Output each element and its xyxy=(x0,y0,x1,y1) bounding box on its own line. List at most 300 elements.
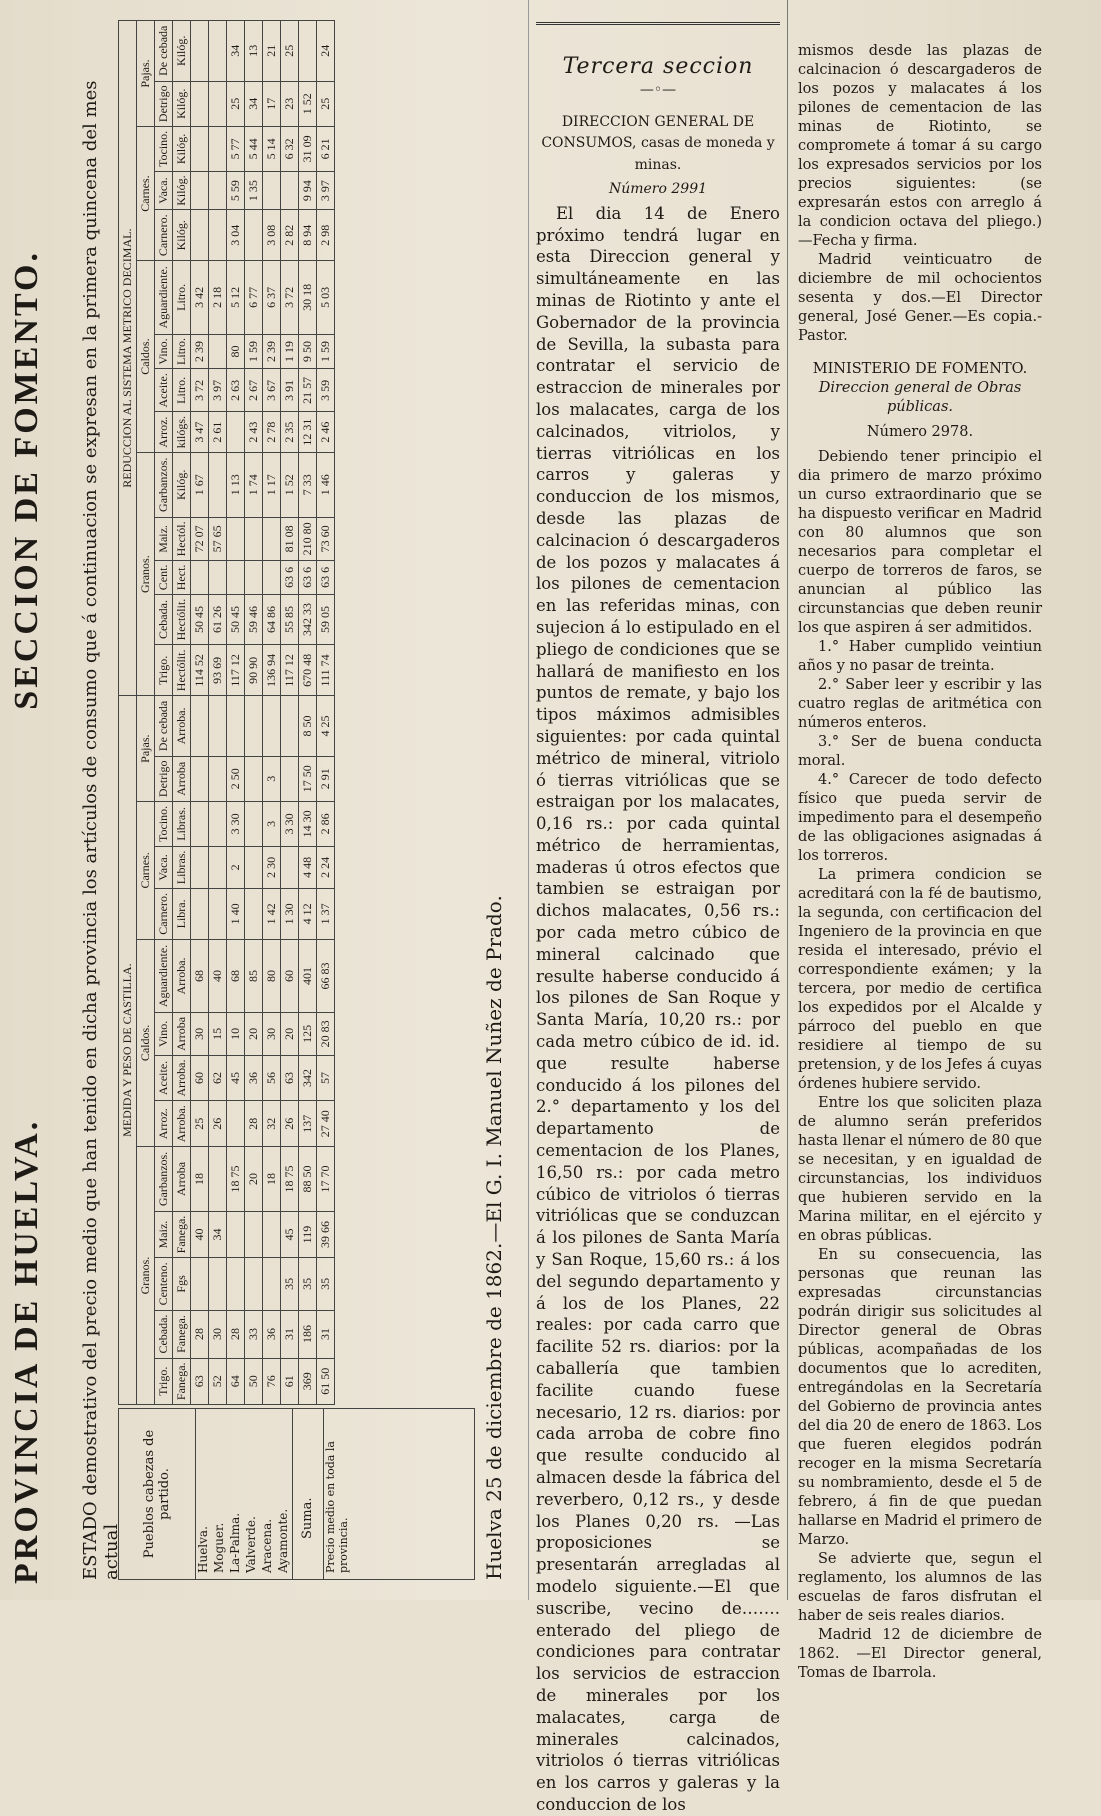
condition-2: 2.° Saber leer y escribir y las cuatro reglas de aritmética con números enteros. xyxy=(798,677,1042,731)
cell: 26 xyxy=(281,1101,299,1147)
cell: 80 xyxy=(263,939,281,1012)
cell: 85 xyxy=(245,939,263,1012)
cell-dec xyxy=(227,412,245,453)
cell: 14 30 xyxy=(299,801,317,846)
col-unit-dec: kilógs. xyxy=(173,412,191,453)
cell: 18 xyxy=(263,1147,281,1212)
cell-dec: 31 09 xyxy=(299,126,317,171)
cell: 31 xyxy=(281,1310,299,1358)
cell: 15 xyxy=(209,1013,227,1055)
condition-4: 4.° Carecer de todo defecto físico que pueda servir de impedimento para el desempeño de las obligaciones asignadas á los torreros. xyxy=(798,772,1042,864)
cell: 63 xyxy=(281,1055,299,1101)
cell: 1 37 xyxy=(317,888,335,939)
cell-dec xyxy=(209,81,227,126)
col-name-dec: Maiz. xyxy=(155,517,173,561)
cell: 4 48 xyxy=(299,846,317,888)
cell-dec: 61 26 xyxy=(209,594,227,645)
cell: 2 24 xyxy=(317,846,335,888)
table-row xyxy=(191,21,209,1405)
section-title: Tercera seccion xyxy=(562,54,754,79)
suma-row xyxy=(299,21,317,1405)
cell: 57 xyxy=(317,1055,335,1101)
cell-dec: 6 37 xyxy=(263,261,281,334)
col-name-dec: Cent. xyxy=(155,561,173,594)
cell-dec: 670 48 xyxy=(299,645,317,696)
col-name-dec: Garbanzos. xyxy=(155,452,173,517)
group-pajas-dec: Pajas. xyxy=(137,21,155,127)
cell xyxy=(191,756,209,801)
cell-dec: 73 60 xyxy=(317,517,335,561)
cell: 28 xyxy=(191,1310,209,1358)
cell-dec: 6 77 xyxy=(245,261,263,334)
col-name-dec: Carnero. xyxy=(155,210,173,261)
pueblos-column xyxy=(118,1408,475,1580)
cell-dec: 3 97 xyxy=(209,369,227,412)
cell: 36 xyxy=(263,1310,281,1358)
table-row xyxy=(209,21,227,1405)
cell-dec: 1 74 xyxy=(245,452,263,517)
cell-dec xyxy=(263,517,281,561)
cell: 60 xyxy=(191,1055,209,1101)
cell-dec xyxy=(209,126,227,171)
cell: 40 xyxy=(209,939,227,1012)
col-name: Arroz. xyxy=(155,1101,173,1147)
cell: 3 xyxy=(263,801,281,846)
cell-dec: 5 44 xyxy=(245,126,263,171)
cell-dec: 50 45 xyxy=(227,594,245,645)
cell xyxy=(245,888,263,939)
col-name: Aceite. xyxy=(155,1055,173,1101)
cell-dec: 1 13 xyxy=(227,452,245,517)
col-name-dec: Detrigo xyxy=(155,81,173,126)
col-unit: Fanega. xyxy=(173,1310,191,1358)
cell xyxy=(191,1258,209,1310)
cell: 2 30 xyxy=(263,846,281,888)
pueblo-name: Huelva. xyxy=(196,1526,210,1573)
provincia-title: PROVINCIA DE HUELVA. xyxy=(8,1118,45,1584)
ministerio-heading: MINISTERIO DE FOMENTO. xyxy=(812,361,1028,377)
cell-dec xyxy=(209,561,227,594)
col-unit-dec: Kilóg. xyxy=(173,21,191,82)
cell-dec: 34 xyxy=(245,81,263,126)
col-name: Maiz. xyxy=(155,1211,173,1257)
cell: 20 xyxy=(245,1147,263,1212)
cell: 125 xyxy=(299,1013,317,1055)
col-unit: Arroba xyxy=(173,1013,191,1055)
col-unit-dec: Hectól. xyxy=(173,517,191,561)
paragraph-4: En su consecuencia, las personas que reunan las expresadas circunstancias podrán dirigir sus solicitudes al Director general de Obras públicas, acompañadas de los documentos que lo acrediten, entregándolas en la Secretaría del Gobierno de provincia antes del dia 20 de enero de 1863. Los que fueren elegidos podrán recoger en la misma Secretaría su nombramiento, desde el 5 de febrero, á fin de que puedan hallarse en Madrid el primero de Marzo. xyxy=(798,1247,1042,1548)
cell-dec: 59 05 xyxy=(317,594,335,645)
cell-dec xyxy=(209,210,227,261)
cell-dec: 63 6 xyxy=(317,561,335,594)
cell-dec: 72 07 xyxy=(191,517,209,561)
cell-dec: 5 77 xyxy=(227,126,245,171)
cell-dec: 24 xyxy=(317,21,335,82)
cell: 186 xyxy=(299,1310,317,1358)
precio-row xyxy=(317,21,335,1405)
cell: 2 91 xyxy=(317,756,335,801)
cell xyxy=(245,801,263,846)
cell xyxy=(209,1147,227,1212)
cell-dec: 3 42 xyxy=(191,261,209,334)
suma-label: Suma. xyxy=(292,1409,323,1579)
cell: 56 xyxy=(263,1055,281,1101)
cell-dec xyxy=(191,81,209,126)
col-name-dec: Aguardiente. xyxy=(155,261,173,334)
cell: 39 66 xyxy=(317,1211,335,1257)
cell xyxy=(281,846,299,888)
col-unit-dec: Kilóg. xyxy=(173,210,191,261)
cell-dec: 57 65 xyxy=(209,517,227,561)
cell xyxy=(245,846,263,888)
col-name-dec: Tocino. xyxy=(155,126,173,171)
cell-dec: 2 39 xyxy=(263,334,281,369)
cell-dec: 5 12 xyxy=(227,261,245,334)
cell: 68 xyxy=(227,939,245,1012)
cell-dec xyxy=(227,561,245,594)
col-unit-dec: Hect. xyxy=(173,561,191,594)
group-caldos-dec: Caldos. xyxy=(137,261,155,453)
cell-dec xyxy=(263,561,281,594)
cell-dec: 9 94 xyxy=(299,171,317,210)
cell: 3 30 xyxy=(227,801,245,846)
cell-dec: 2 43 xyxy=(245,412,263,453)
cell: 28 xyxy=(245,1101,263,1147)
numero-2978: Número 2978. xyxy=(866,424,974,440)
cell-dec: 30 18 xyxy=(299,261,317,334)
col-unit: Arroba. xyxy=(173,696,191,756)
cell: 10 xyxy=(227,1013,245,1055)
cell-dec: 6 32 xyxy=(281,126,299,171)
cell: 30 xyxy=(209,1310,227,1358)
cell-dec: 1 17 xyxy=(263,452,281,517)
cell-dec: 13 xyxy=(245,21,263,82)
col-unit: Arroba xyxy=(173,1147,191,1212)
cell: 35 xyxy=(317,1258,335,1310)
col-name: Carnero. xyxy=(155,888,173,939)
middle-column xyxy=(536,0,780,1816)
cell xyxy=(191,696,209,756)
col-name: Cebada. xyxy=(155,1310,173,1358)
cell xyxy=(209,696,227,756)
column-rule xyxy=(528,0,529,1600)
condition-1: 1.° Haber cumplido veintiun años y no pasar de treinta. xyxy=(798,639,1042,674)
cell: 30 xyxy=(191,1013,209,1055)
cell: 17 70 xyxy=(317,1147,335,1212)
cell-dec: 1 19 xyxy=(281,334,299,369)
group-caldos: Caldos. xyxy=(137,939,155,1146)
cell-dec: 12 31 xyxy=(299,412,317,453)
col-unit-dec: Litro. xyxy=(173,369,191,412)
cell: 4 12 xyxy=(299,888,317,939)
cell: 31 xyxy=(317,1310,335,1358)
cell-dec xyxy=(191,126,209,171)
cell: 2 xyxy=(227,846,245,888)
cell xyxy=(227,1101,245,1147)
cell: 60 xyxy=(281,939,299,1012)
cell-dec: 90 90 xyxy=(245,645,263,696)
cell: 76 xyxy=(263,1358,281,1404)
cell: 8 50 xyxy=(299,696,317,756)
condition-3: 3.° Ser de buena conducta moral. xyxy=(798,734,1042,769)
cell: 28 xyxy=(227,1310,245,1358)
cell-dec: 2 18 xyxy=(209,261,227,334)
cell-dec: 8 94 xyxy=(299,210,317,261)
cell: 137 xyxy=(299,1101,317,1147)
paragraph-3: Entre los que soliciten plaza de alumno serán preferidos hasta llenar el número de 80 que se necesitan, y en igualdad de circunstancias, los individuos que hubieren servido en la Marina militar, en el ejército y en obras públicas. xyxy=(798,1095,1042,1244)
cell-dec xyxy=(245,561,263,594)
cell-dec: 117 12 xyxy=(227,645,245,696)
cell: 35 xyxy=(299,1258,317,1310)
rotated-table-block xyxy=(0,0,525,1600)
cell: 68 xyxy=(191,939,209,1012)
cell-dec: 1 52 xyxy=(281,452,299,517)
cell xyxy=(263,696,281,756)
cell-dec: 1 52 xyxy=(299,81,317,126)
cell xyxy=(245,1211,263,1257)
cell-dec: 111 74 xyxy=(317,645,335,696)
cell-dec: 1 59 xyxy=(245,334,263,369)
decimal-header: REDUCCION AL SISTEMA METRICO DECIMAL. xyxy=(119,21,137,696)
group-carnes-dec: Carnes. xyxy=(137,126,155,260)
table-footer: Huelva 25 de diciembre de 1862.—El G. I. Manuel Nuñez de Prado. xyxy=(482,895,506,1580)
cell-dec xyxy=(245,517,263,561)
cell: 36 xyxy=(245,1055,263,1101)
col-unit-dec: Kilóg. xyxy=(173,81,191,126)
cell-dec: 1 67 xyxy=(191,452,209,517)
cell xyxy=(191,846,209,888)
col-unit: Arroba. xyxy=(173,1055,191,1101)
cell-dec xyxy=(245,210,263,261)
cell xyxy=(245,756,263,801)
cell xyxy=(227,696,245,756)
cell-dec: 3 97 xyxy=(317,171,335,210)
cell-dec: 9 50 xyxy=(299,334,317,369)
cell-dec xyxy=(209,171,227,210)
col-name-dec: Aceite. xyxy=(155,369,173,412)
cell-dec xyxy=(281,171,299,210)
col-name: Garbanzos. xyxy=(155,1147,173,1212)
cell-dec: 5 03 xyxy=(317,261,335,334)
cell-dec: 342 33 xyxy=(299,594,317,645)
cell-dec: 80 xyxy=(227,334,245,369)
prices-table-wrap xyxy=(118,20,473,1405)
cell-dec: 81 08 xyxy=(281,517,299,561)
group-carnes: Carnes. xyxy=(137,801,155,939)
cell xyxy=(209,888,227,939)
cell: 1 42 xyxy=(263,888,281,939)
cell: 2 50 xyxy=(227,756,245,801)
column-rule-2 xyxy=(787,0,788,1600)
precio-label: Precio medio en toda la provincia. xyxy=(323,1409,354,1579)
cell-dec xyxy=(191,210,209,261)
col-name: Tocino. xyxy=(155,801,173,846)
subasta-body: El dia 14 de Enero próximo tendrá lugar en esta Direccion general y simultáneamente en las minas de Riotinto y ante el Gobernador de la provincia de Sevilla, la subasta para contratar el servicio de estraccion de minerales por los malacates, carga de los calcinados, vitriolos, y tierras vitriólicas en los carros y galeras y conduccion de los mismos, desde las plazas de calcinacion ó descargaderos de los pozos y malacates á los pilones de cementacion en las referidas minas, con sujecion á lo estipulado en el pliego de condiciones que se hallará de manifiesto en los puntos de remate, y bajo los tipos máximos admisibles siguientes: por cada quintal métrico de mineral, vitriolo ó tierras vitriólicas que se estraigan por los malacates, 0,16 rs.: por cada quintal métrico de herramientas, maderas ú otros efectos que tambien se estraigan por dichos malacates, 0,56 rs.: por cada metro cúbico de mineral calcinado que resulte haberse conducido á los pilones de San Roque y Santa María, 10,20 rs.: por cada metro cúbico de id. id. que resulte haberse conducido á los pilones del 2.° departamento y los del departamento de cementacion de los Planes, 16,50 rs.: por cada metro cúbico de vitriolos ó tierras vitriólicas que se conduzcan á los pilones de Santa María y San Roque, 15,60 rs.: á los del segundo departamento y á los de los Planes, 22 reales: por cada carro que facilite 52 rs. diarios: por la caballería que tambien facilite cuando fuese necesario, 12 rs. diarios: por cada arroba de cobre fino que resulte conducido al almacen desde la fábrica del reverbero, 0,12 rs., y desde los Planes 0,20 rs. —Las proposiciones se presentarán arregladas al modelo siguiente.—El que suscribe, vecino de……. enterado del pliego de condiciones para contratar los servicios de estraccion de minerales por los malacates, carga de minerales calcinados, vitriolos ó tierras vitriólicas en los carros y galeras y la conduccion de los xyxy=(536,203,780,1814)
cell: 52 xyxy=(209,1358,227,1404)
cell: 1 30 xyxy=(281,888,299,939)
numero: Número 2991 xyxy=(608,180,708,197)
cell-dec: 21 57 xyxy=(299,369,317,412)
col-unit: Libra. xyxy=(173,888,191,939)
col-unit: Libras. xyxy=(173,801,191,846)
group-pajas: Pajas. xyxy=(137,696,155,802)
cell: 119 xyxy=(299,1211,317,1257)
cell-dec: 17 xyxy=(263,81,281,126)
prices-table xyxy=(118,20,335,1405)
col-name: De cebada xyxy=(155,696,173,756)
cell-dec: 2 98 xyxy=(317,210,335,261)
col-name-dec: Arroz. xyxy=(155,412,173,453)
cell: 35 xyxy=(281,1258,299,1310)
col-name: Vino. xyxy=(155,1013,173,1055)
cell-dec: 2 63 xyxy=(227,369,245,412)
cell: 26 xyxy=(209,1101,227,1147)
cell: 66 83 xyxy=(317,939,335,1012)
cell xyxy=(263,1211,281,1257)
cell-dec: 25 xyxy=(317,81,335,126)
cell-dec: 5 59 xyxy=(227,171,245,210)
table-row xyxy=(227,21,245,1405)
cell: 3 30 xyxy=(281,801,299,846)
continuation-text: mismos desde las plazas de calcinacion ó descargaderos de los pozos y malacates á los pilones de cementacion de las minas de Riotinto, se compromete á tomar á su cargo los expresados servicios por los precios siguientes: (se expresarán estos con arreglo á la condicion octava del pliego.) —Fecha y firma. xyxy=(798,43,1042,249)
cell xyxy=(209,846,227,888)
col-unit: Libras. xyxy=(173,846,191,888)
cell-dec: 3 67 xyxy=(263,369,281,412)
cell-dec: 3 91 xyxy=(281,369,299,412)
cell-dec xyxy=(209,452,227,517)
cell-dec: 114 52 xyxy=(191,645,209,696)
col-name: Vaca. xyxy=(155,846,173,888)
cell: 50 xyxy=(245,1358,263,1404)
cell-dec: 3 47 xyxy=(191,412,209,453)
col-name: Detrigo xyxy=(155,756,173,801)
cell-dec: 63 6 xyxy=(281,561,299,594)
paragraph-2: La primera condicion se acreditará con la fé de bautismo, la segunda, con certificacion del Ingeniero de la provincia en que resida el interesado, prévio el correspondiente exámen; y la tercera, por medio de certifica los expedidos por el Alcalde y párroco del pueblo en que residiere al tiempo de su pretension, y de los Jefes á cuyas órdenes hubiere servido. xyxy=(798,867,1042,1092)
pueblo-name: La-Palma. xyxy=(228,1512,242,1573)
cell-dec: 1 46 xyxy=(317,452,335,517)
col-unit: Arroba. xyxy=(173,939,191,1012)
cell-dec: 21 xyxy=(263,21,281,82)
pueblo-name: Moguer. xyxy=(212,1522,226,1573)
cell-dec: 3 72 xyxy=(191,369,209,412)
cell-dec: 2 61 xyxy=(209,412,227,453)
cell-dec: 25 xyxy=(227,81,245,126)
table-row xyxy=(245,21,263,1405)
seccion-title: SECCION DE FOMENTO. xyxy=(8,250,45,710)
cell-dec: 59 46 xyxy=(245,594,263,645)
cell: 45 xyxy=(227,1055,245,1101)
paragraph-6: Madrid 12 de diciembre de 1862. —El Director general, Tomas de Ibarrola. xyxy=(798,1627,1042,1681)
cell-dec: 3 59 xyxy=(317,369,335,412)
col-name: Centeno. xyxy=(155,1258,173,1310)
cell: 32 xyxy=(263,1101,281,1147)
cell-dec xyxy=(209,21,227,82)
cell xyxy=(191,801,209,846)
table-row xyxy=(263,21,281,1405)
pueblo-name: Ayamonte. xyxy=(276,1508,290,1573)
cell xyxy=(209,756,227,801)
cell: 18 75 xyxy=(281,1147,299,1212)
cell: 369 xyxy=(299,1358,317,1404)
col-name-dec: De cebada xyxy=(155,21,173,82)
cell: 4 25 xyxy=(317,696,335,756)
cell-dec: 64 86 xyxy=(263,594,281,645)
fecha-firma: Madrid veinticuatro de diciembre de mil ochocientos sesenta y dos.—El Director general, José Gener.—Es copia.-Pastor. xyxy=(798,252,1042,344)
cell: 20 xyxy=(245,1013,263,1055)
col-unit: Fanega. xyxy=(173,1211,191,1257)
pueblo-name: Valverde. xyxy=(244,1516,258,1573)
cell xyxy=(245,1258,263,1310)
cell-dec: 25 xyxy=(281,21,299,82)
cell: 20 xyxy=(281,1013,299,1055)
cell-dec: 3 08 xyxy=(263,210,281,261)
cell-dec: 2 39 xyxy=(191,334,209,369)
cell-dec: 2 82 xyxy=(281,210,299,261)
right-column xyxy=(798,42,1042,1683)
col-unit-dec: Litro. xyxy=(173,334,191,369)
cell: 61 50 xyxy=(317,1358,335,1404)
cell: 17 50 xyxy=(299,756,317,801)
cell-dec xyxy=(191,171,209,210)
paragraph-5: Se advierte que, segun el reglamento, los alumnos de las escuelas de faros disfrutan el haber de seis reales diarios. xyxy=(798,1551,1042,1624)
group-granos: Granos. xyxy=(137,1147,155,1405)
cell-dec: 6 21 xyxy=(317,126,335,171)
cell: 64 xyxy=(227,1358,245,1404)
direccion-obras: Direccion general de Obras públicas. xyxy=(818,380,1022,415)
col-unit-dec: Litro. xyxy=(173,261,191,334)
cell: 18 xyxy=(191,1147,209,1212)
cell xyxy=(191,888,209,939)
cell-dec: 5 14 xyxy=(263,126,281,171)
cell-dec: 55 85 xyxy=(281,594,299,645)
cell: 33 xyxy=(245,1310,263,1358)
col-unit: Arroba xyxy=(173,756,191,801)
cell-dec: 1 35 xyxy=(245,171,263,210)
cell-dec: 210 80 xyxy=(299,517,317,561)
cell xyxy=(209,801,227,846)
cell: 25 xyxy=(191,1101,209,1147)
cell-dec: 1 59 xyxy=(317,334,335,369)
col-unit: Fanega. xyxy=(173,1358,191,1404)
cell: 63 xyxy=(191,1358,209,1404)
cell-dec xyxy=(263,171,281,210)
cell-dec: 7 33 xyxy=(299,452,317,517)
cell xyxy=(209,1258,227,1310)
col-name-dec: Cebada. xyxy=(155,594,173,645)
cell: 2 86 xyxy=(317,801,335,846)
cell-dec: 23 xyxy=(281,81,299,126)
cell xyxy=(281,696,299,756)
table-row xyxy=(281,21,299,1405)
cell: 18 75 xyxy=(227,1147,245,1212)
col-unit-dec: Kilóg. xyxy=(173,452,191,517)
cell: 30 xyxy=(263,1013,281,1055)
cell xyxy=(263,1258,281,1310)
cell-dec: 2 67 xyxy=(245,369,263,412)
cell: 61 xyxy=(281,1358,299,1404)
col-unit-dec: Kilóg. xyxy=(173,171,191,210)
cell xyxy=(245,696,263,756)
col-unit: Arroba. xyxy=(173,1101,191,1147)
col-name-dec: Vaca. xyxy=(155,171,173,210)
cell: 1 40 xyxy=(227,888,245,939)
group-granos-dec: Granos. xyxy=(137,452,155,695)
cell-dec: 117 12 xyxy=(281,645,299,696)
cell-dec xyxy=(209,334,227,369)
cell: 40 xyxy=(191,1211,209,1257)
pueblo-name: Aracena. xyxy=(260,1518,274,1573)
direccion-heading: DIRECCION GENERAL DE CONSUMOS, casas de moneda y minas. xyxy=(541,113,775,174)
